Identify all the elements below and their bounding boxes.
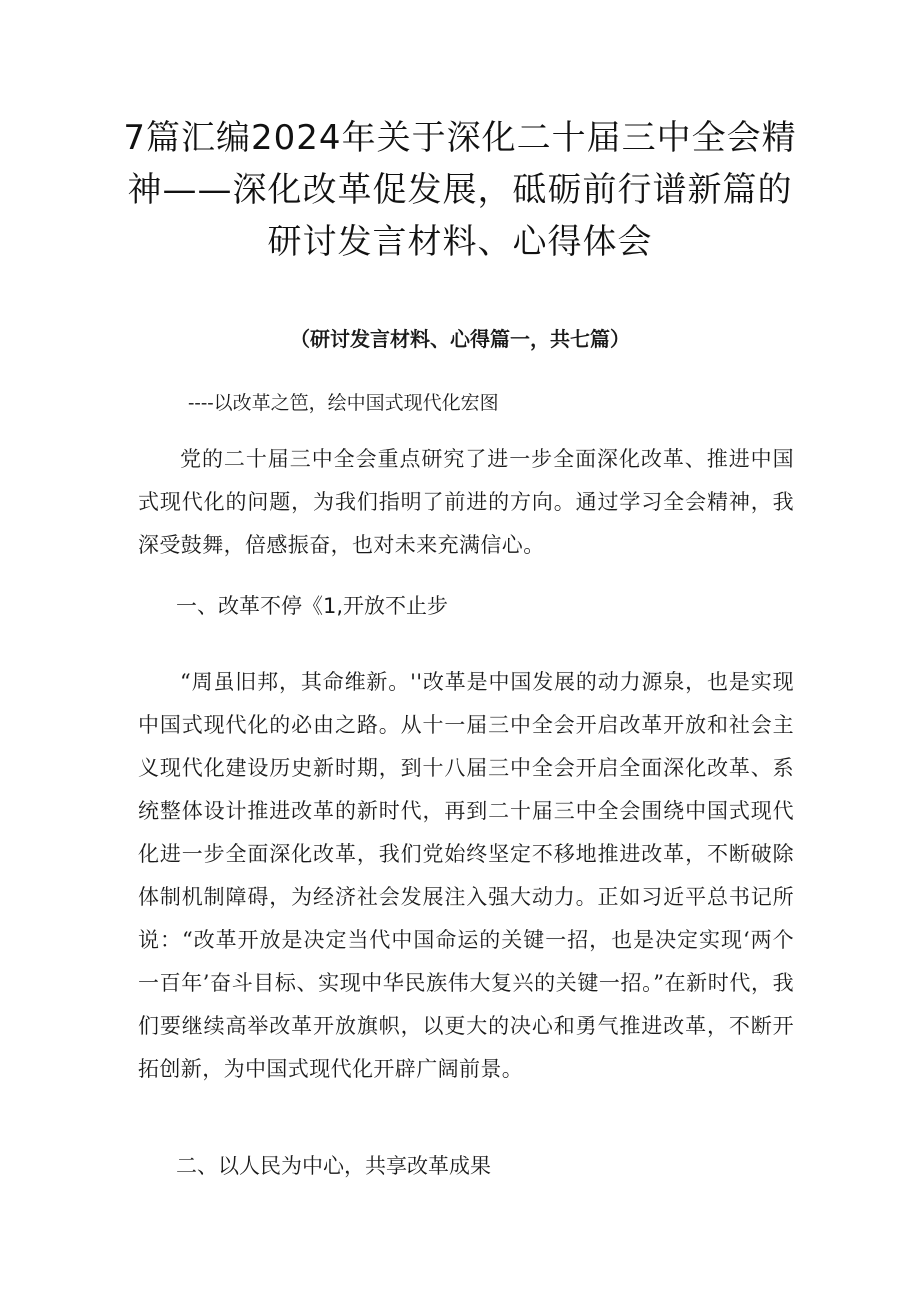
document-byline: ----以改革之笆，绘中国式现代化宏图 — [188, 392, 499, 414]
body-paragraph-intro: 党的二十届三中全会重点研究了进一步全面深化改革、推进中国式现代化的问题，为我们指明了前进的方向。通过学习全会精神，我深受鼓舞，倍感振奋，也对未来充满信心。 — [138, 447, 794, 557]
document-title: 7篇汇编2024年关于深化二十届三中全会精神——深化改革促发展，砥砺前行谱新篇的研讨发言材料、心得体会 — [123, 118, 797, 262]
body-paragraph-reform: “周虽旧邦，其命维新。''改革是中国发展的动力源泉，也是实现中国式现代化的必由之路。从十一届三中全会开启改革开放和社会主义现代化建设历史新时期，到十八届三中全会开启全面深化改革、系统整体设计推进改革的新时代，再到二十届三中全会围绕中国式现代化进一步全面深化改革，我们党始终坚定不移地推进改革，不断破除体制机制障碍，为经济社会发展注入强大动力。正如习近平总书记所说：“改革开放是决定当代中国命运的关键一招，也是决定实现‘两个一百年’奋斗目标、实现中华民族伟大复兴的关键一招。”在新时代，我们要继续高举改革开放旗帜，以更大的决心和勇气推进改革，不断开拓创新，为中国式现代化开辟广阔前景。 — [138, 670, 794, 1081]
section-heading-two: 二、以人民为中心，共享改革成果 — [176, 1154, 491, 1178]
document-subtitle: （研讨发言材料、心得篇一，共七篇） — [290, 327, 630, 351]
section-heading-one: 一、改革不停《1,开放不止步 — [176, 594, 449, 618]
